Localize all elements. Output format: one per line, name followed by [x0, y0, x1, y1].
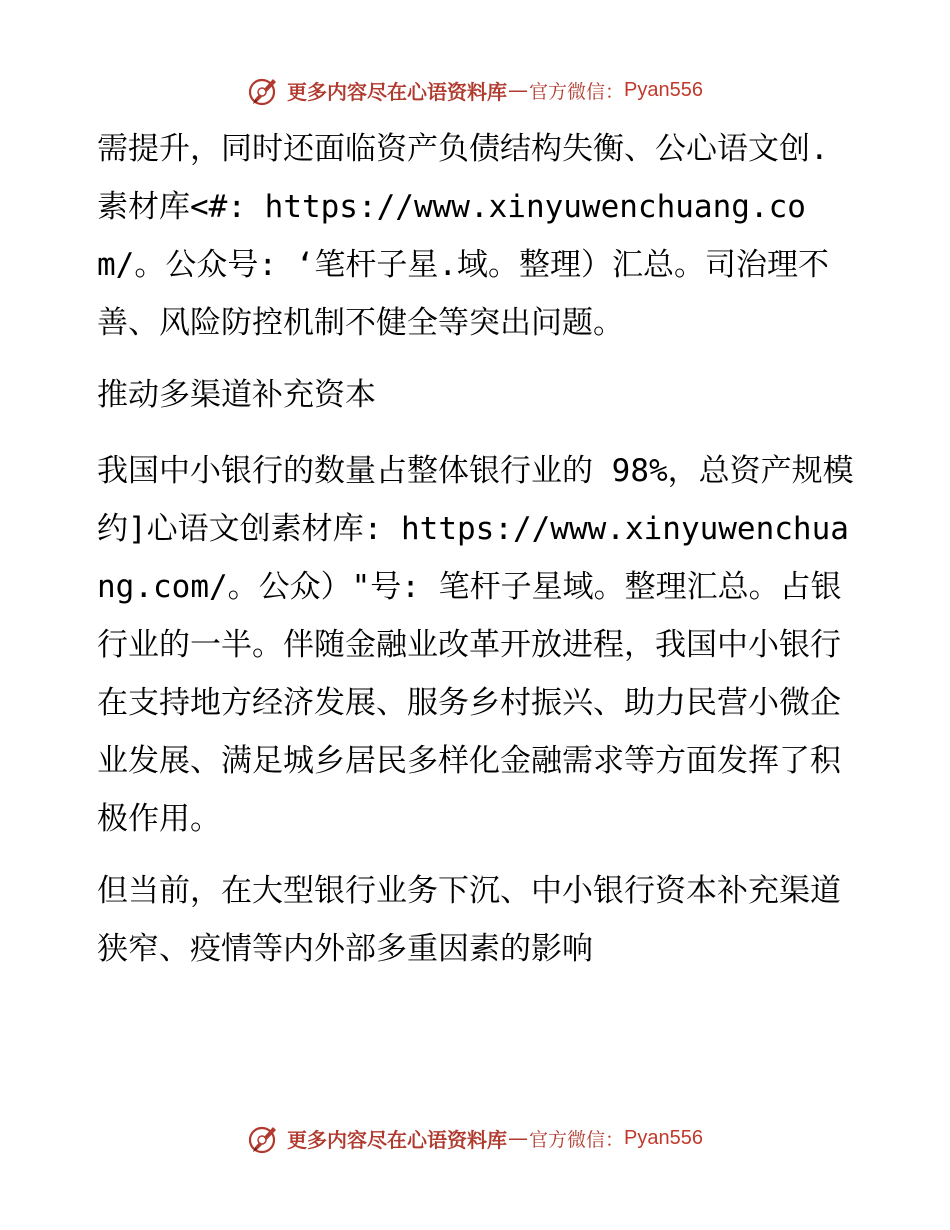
- paragraph-3: 但当前，在大型银行业务下沉、中小银行资本补充渠道狭窄、疫情等内外部多重因素的影响: [97, 873, 841, 967]
- banner-wechat-id: Pyan556: [624, 1126, 703, 1149]
- banner-wechat-id: Pyan556: [624, 78, 703, 101]
- document-body: [97, 120, 857, 992]
- section-heading: 推动多渠道补充资本: [97, 377, 376, 413]
- banner-dash: —: [508, 78, 528, 102]
- paragraph-2: 我国中小银行的数量占整体银行业的 98%，总资产规模约]心语文创素材库: https://www.xinyuwenchuang.com/。公众）"号: 笔杆子星域。整理汇总。占银行业的一半。伴随金融业改革开放进程，我国中小银行在支持地方经济发展、服务乡村振兴、助力民营小微企业发展、满足城乡居民多样化金融需求等方面发挥了积极作用。: [97, 453, 854, 837]
- brush-pen-logo-icon: [247, 73, 281, 107]
- banner-dash: —: [508, 1126, 528, 1150]
- banner-title: 更多内容尽在心语资料库: [287, 1127, 507, 1152]
- brush-pen-logo-icon: [247, 1121, 281, 1155]
- paragraph-1: 需提升，同时还面临资产负债结构失衡、公心语文创.素材库<#: https://www.xinyuwenchuang.com/。公众号: ‘笔杆子星.域。整理）汇总。司治理不善、风险防控机制不健全等突出问题。: [97, 131, 829, 341]
- banner-wechat-label: 官方微信：: [529, 1128, 625, 1151]
- footer-banner: [0, 1118, 950, 1158]
- banner-wechat-label: 官方微信：: [529, 80, 625, 103]
- header-banner: [0, 70, 950, 110]
- banner-title: 更多内容尽在心语资料库: [287, 79, 507, 104]
